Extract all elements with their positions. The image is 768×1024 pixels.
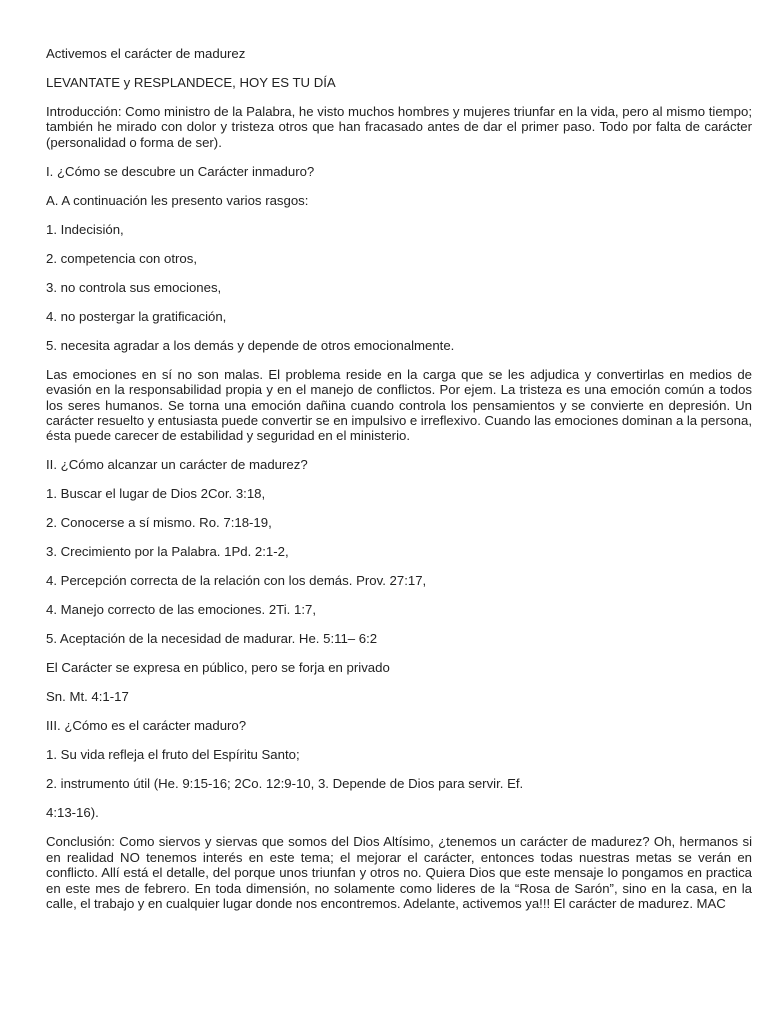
list-item: 4. no postergar la gratificación, — [46, 308, 227, 324]
list-item: 3. Crecimiento por la Palabra. 1Pd. 2:1-2, — [46, 544, 289, 560]
document-subtitle: LEVANTATE y RESPLANDECE, HOY ES TU DÍA — [46, 75, 336, 90]
list-item: 1. Indecisión, — [46, 221, 124, 237]
list-item: 2. instrumento útil (He. 9:15-16; 2Co. 12:9-10, 3. Depende de Dios para servir. Ef. — [46, 776, 524, 792]
list-item: 3. no controla sus emociones, — [46, 279, 222, 295]
list-item: 1. Buscar el lugar de Dios 2Cor. 3:18, — [46, 486, 266, 502]
list-item: 2. Conocerse a sí mismo. Ro. 7:18-19, — [46, 515, 272, 531]
intro-paragraph: Introducción: Como ministro de la Palabra, he visto muchos hombres y mujeres triunfar en la vida, pero al mismo tiempo; también he mirado con dolor y tristeza otros que han fracasado antes de dar el primer paso. Todo por falta de carácter (personalidad o forma de ser). — [46, 104, 752, 150]
list-item: 1. Su vida refleja el fruto del Espíritu Santo; — [46, 747, 300, 763]
list-item: 4:13-16). — [46, 805, 99, 821]
list-item: 4. Percepción correcta de la relación con los demás. Prov. 27:17, — [46, 573, 427, 589]
list-item: 2. competencia con otros, — [46, 250, 198, 266]
scripture-reference: Sn. Mt. 4:1-17 — [46, 689, 129, 705]
document-title: Activemos el carácter de madurez — [46, 46, 246, 61]
conclusion-paragraph: Conclusión: Como siervos y siervas que somos del Dios Altísimo, ¿tenemos un carácter de madurez? Oh, hermanos si en realidad NO tenemos interés en este tema; el mejorar el carácter, entonces todas nuestras metas se verán en conflicto. Allí está el detalle, del porque unos triunfan y otros no. Quiera Dios que este mensaje lo pongamos en practica en este mes de febrero. En toda dimensión, no solamente como lideres de la “Rosa de Sarón”, sino en la casa, en la calle, el trabajo y en cualquier lugar donde nos encontremos. Adelante, activemos ya!!! El carácter de madurez. MAC — [46, 834, 752, 912]
section-3-heading: III. ¿Cómo es el carácter maduro? — [46, 718, 247, 734]
list-item: 5. necesita agradar a los demás y depende de otros emocionalmente. — [46, 337, 455, 353]
document-page — [46, 46, 752, 925]
section-1-subheading: A. A continuación les presento varios rasgos: — [46, 192, 309, 208]
section-1-heading: I. ¿Cómo se descubre un Carácter inmaduro? — [46, 163, 315, 179]
emotions-paragraph: Las emociones en sí no son malas. El problema reside en la carga que se les adjudica y convertirlas en medios de evasión en la responsabilidad propia y en el manejo de conflictos. Por ejem. La tristeza es una emoción común a todos los seres humanos. Se torna una emoción dañina cuando controla los pensamientos y se convierte en depresión. Un carácter resuelto y entusiasta puede convertir se en impulsivo e irreflexivo. Cuando las emociones dominan a la persona, ésta puede carecer de estabilidad y seguridad en el ministerio. — [46, 366, 752, 444]
section-2-heading: II. ¿Cómo alcanzar un carácter de madurez? — [46, 457, 308, 473]
character-note: El Carácter se expresa en público, pero se forja en privado — [46, 660, 390, 676]
list-item: 4. Manejo correcto de las emociones. 2Ti. 1:7, — [46, 602, 316, 618]
list-item: 5. Aceptación de la necesidad de madurar. He. 5:11– 6:2 — [46, 631, 378, 647]
